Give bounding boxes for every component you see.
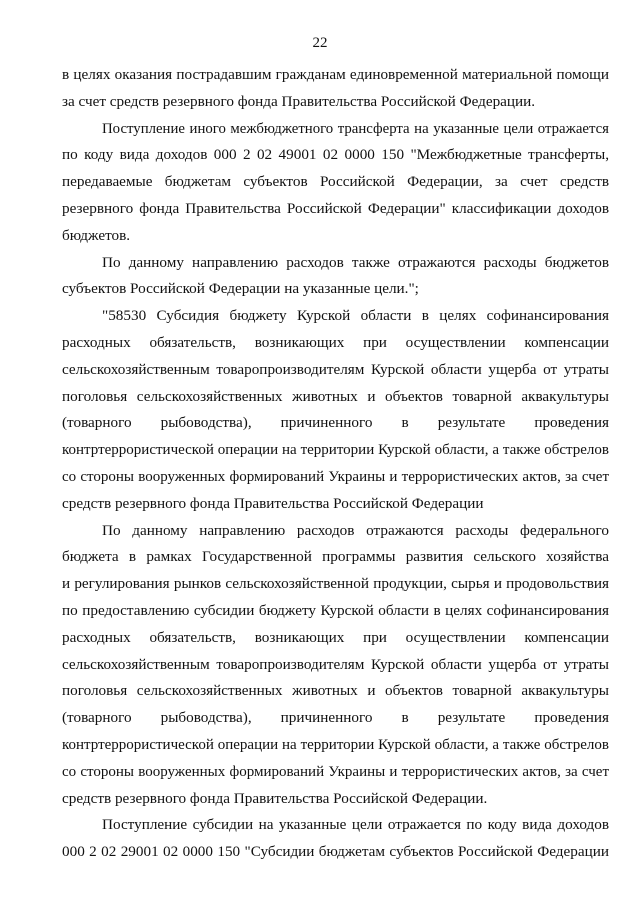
text-line: сельскохозяйственным товаропроизводителям Курской области ущерба от утраты — [62, 655, 609, 673]
text-line: бюджетов. — [62, 226, 131, 244]
text-line: средств резервного фонда Правительства Российской Федерации — [62, 494, 484, 512]
text-line: расходных обязательств, возникающих при осуществлении компенсации — [62, 628, 609, 646]
text-line: 000 2 02 29001 02 0000 150 "Субсидии бюджетам субъектов Российской Федерации — [62, 843, 609, 861]
text-line: расходных обязательств, возникающих при осуществлении компенсации — [62, 333, 609, 351]
text-line: по предоставлению субсидии бюджету Курской области в целях софинансирования — [62, 601, 609, 619]
text-line: контртеррористической операции на территории Курской области, а также обстрелов — [62, 442, 609, 459]
text-line: со стороны вооруженных формирований Украины и террористических актов, за счет — [62, 763, 609, 780]
text-line: (товарного рыбоводства), причиненного в результате проведения — [62, 414, 609, 432]
text-line: По данному направлению расходов также отражаются расходы бюджетов — [102, 253, 609, 271]
text-line: субъектов Российской Федерации на указанные цели."; — [62, 280, 419, 298]
text-line: резервного фонда Правительства Российской Федерации" классификации доходов — [62, 199, 609, 217]
text-line: и регулирования рынков сельскохозяйственной продукции, сырья и продовольствия — [62, 575, 609, 593]
text-line: средств резервного фонда Правительства Российской Федерации. — [62, 789, 488, 807]
text-line: поголовья сельскохозяйственных животных и объектов товарной аквакультуры — [62, 682, 609, 700]
text-line: со стороны вооруженных формирований Украины и террористических актов, за счет — [62, 468, 609, 485]
text-line: в целях оказания пострадавшим гражданам единовременной материальной помощи — [62, 66, 609, 83]
text-line: поголовья сельскохозяйственных животных и объектов товарной аквакультуры — [62, 387, 609, 405]
text-line: за счет средств резервного фонда Правительства Российской Федерации. — [62, 92, 536, 110]
text-line: Поступление субсидии на указанные цели отражается по коду вида доходов — [102, 816, 609, 834]
text-line: сельскохозяйственным товаропроизводителям Курской области ущерба от утраты — [62, 360, 609, 378]
text-line: контртеррористической операции на территории Курской области, а также обстрелов — [62, 736, 609, 753]
text-line: Поступление иного межбюджетного трансферта на указанные цели отражается — [102, 120, 609, 137]
text-line: "58530 Субсидия бюджету Курской области в целях софинансирования — [102, 307, 609, 325]
text-line: (товарного рыбоводства), причиненного в результате проведения — [62, 709, 609, 727]
text-line: бюджета в рамках Государственной программы развития сельского хозяйства — [62, 548, 609, 566]
text-line: по коду вида доходов 000 2 02 49001 02 0000 150 "Межбюджетные трансферты, — [62, 146, 609, 164]
body-text — [62, 62, 609, 866]
text-line: передаваемые бюджетам субъектов Российской Федерации, за счет средств — [62, 173, 609, 191]
page-number: 22 — [312, 35, 328, 51]
text-line: По данному направлению расходов отражаются расходы федерального — [102, 521, 609, 539]
